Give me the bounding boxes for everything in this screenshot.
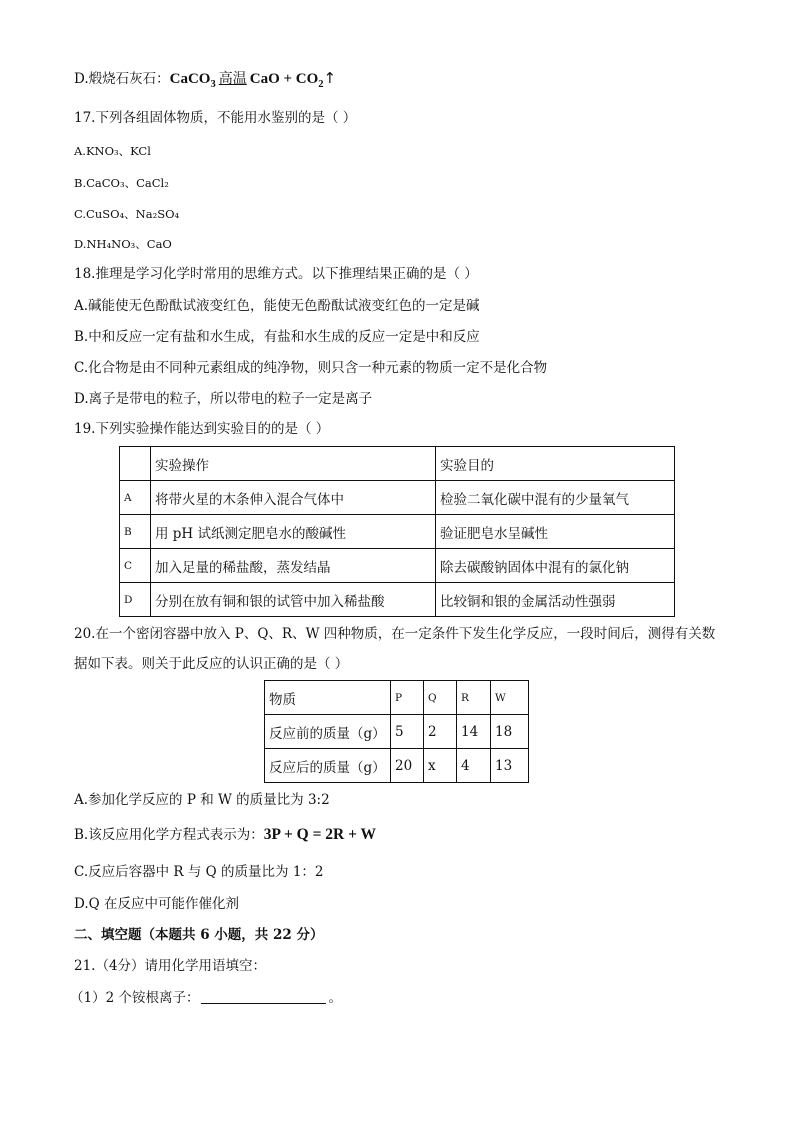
table-cell: 13 [491,749,529,783]
question-18-stem: 18.推理是学习化学时常用的思维方式。以下推理结果正确的是（ ） [74,266,478,282]
item-1-prefix: （1）2 个铵根离子： [70,990,200,1006]
question-21-stem: 21.（4分）请用化学用语填空： [74,958,267,974]
option-16-d [74,68,336,95]
option-b-prefix: B.该反应用化学方程式表示为： [74,827,264,843]
row-label: B [120,515,151,549]
table-header-substance: 物质 [265,681,391,715]
question-20-option-d: D.Q 在反应中可能作催化剂 [74,896,239,912]
question-18-option-a: A.碱能使无色酚酞试液变红色，能使无色酚酞试液变红色的一定是碱 [74,298,480,314]
chemical-equation: 3P + Q = 2R + W [263,826,377,843]
question-18-option-d: D.离子是带电的粒子，所以带电的粒子一定是离子 [74,391,373,407]
table-header-r: R [457,681,491,715]
question-17-option-a: A.KNO₃、KCl [74,144,151,158]
answer-blank[interactable] [201,989,326,1004]
table-row [265,749,529,783]
table-cell: 14 [457,715,491,749]
table-cell: 检验二氧化碳中混有的少量氧气 [436,481,675,515]
table-cell: 分别在放有铜和银的试管中加入稀盐酸 [151,583,436,617]
question-17-option-d: D.NH₄NO₃、CaO [74,237,172,251]
table-header-operation: 实验操作 [151,447,436,481]
equation-lhs: CaCO$_3$ [169,71,216,90]
table-header-p: P [391,681,424,715]
question-17-option-c: C.CuSO₄、Na₂SO₄ [74,207,180,221]
table-header-w: W [491,681,529,715]
question-17-option-b: B.CaCO₃、CaCl₂ [74,176,169,190]
table-cell: 18 [491,715,529,749]
table-row [120,515,675,549]
gas-arrow-icon: ↑ [323,69,337,87]
question-19-stem: 19.下列实验操作能达到实验目的的是（ ） [74,421,330,437]
table-header-row [120,447,675,481]
equation-rhs: CaO + $CO_2$ [249,71,324,90]
table-cell: 加入足量的稀盐酸，蒸发结晶 [151,549,436,583]
question-18-option-b: B.中和反应一定有盐和水生成，有盐和水生成的反应一定是中和反应 [74,329,480,345]
table-row [120,583,675,617]
row-label: 反应后的质量（g） [265,749,391,783]
row-label: 反应前的质量（g） [265,715,391,749]
table-cell: 5 [391,715,424,749]
question-20-option-b [74,825,376,845]
table-cell: 将带火星的木条伸入混合气体中 [151,481,436,515]
table-header-row [265,681,529,715]
table-row [120,481,675,515]
table-row [120,549,675,583]
question-17-stem: 17.下列各组固体物质，不能用水鉴别的是（ ） [74,110,357,126]
table-cell: 4 [457,749,491,783]
table-cell: 除去碳酸钠固体中混有的氯化钠 [436,549,675,583]
table-cell [120,447,151,481]
table-cell: x [424,749,457,783]
reaction-condition: 高温 [218,71,247,87]
question-20-table [264,680,529,783]
table-cell: 20 [391,749,424,783]
question-20-option-a: A.参加化学反应的 P 和 W 的质量比为 3:2 [74,792,330,808]
table-header-purpose: 实验目的 [436,447,675,481]
question-20-stem-line-2: 据如下表。则关于此反应的认识正确的是（ ） [74,656,349,672]
table-cell: 2 [424,715,457,749]
table-cell: 用 pH 试纸测定肥皂水的酸碱性 [151,515,436,549]
question-20-stem-line-1: 20.在一个密闭容器中放入 P、Q、R、W 四种物质，在一定条件下发生化学反应，一段时间后，测得有关数 [74,626,716,642]
question-20-option-c: C.反应后容器中 R 与 Q 的质量比为 1：2 [74,864,324,880]
table-header-q: Q [424,681,457,715]
item-1-suffix: 。 [328,990,342,1006]
option-16-d-prefix: D.煅烧石灰石： [74,71,170,87]
question-18-option-c: C.化合物是由不同种元素组成的纯净物，则只含一种元素的物质一定不是化合物 [74,360,548,376]
table-cell: 比较铜和银的金属活动性强弱 [436,583,675,617]
row-label: C [120,549,151,583]
question-21-item-1 [70,988,342,1008]
row-label: A [120,481,151,515]
question-19-table [119,446,675,617]
row-label: D [120,583,151,617]
table-cell: 验证肥皂水呈碱性 [436,515,675,549]
section-heading: 二、填空题（本题共 6 小题，共 22 分） [74,927,324,943]
table-row [265,715,529,749]
